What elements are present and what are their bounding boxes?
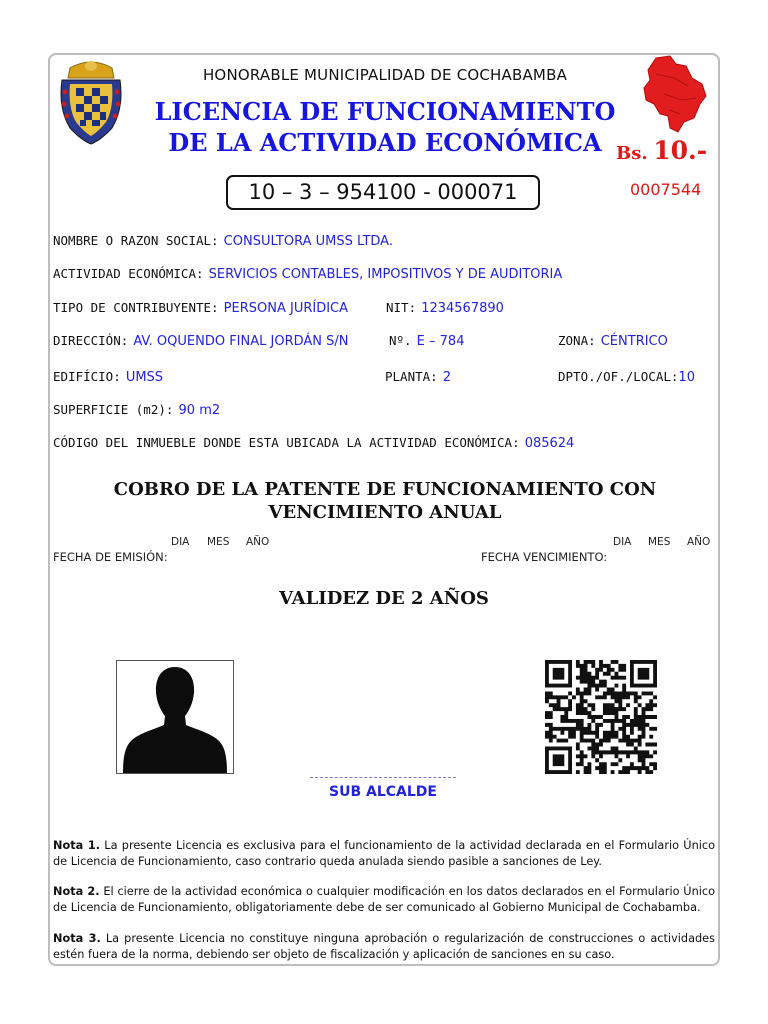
validez-heading: VALIDEZ DE 2 AÑOS — [279, 588, 489, 609]
cobro-title-line-1: COBRO DE LA PATENTE DE FUNCIONAMIENTO CON — [113, 479, 657, 500]
nombre-label: NOMBRE O RAZON SOCIAL: — [53, 233, 219, 248]
field-superficie — [53, 399, 220, 418]
zona-value: CÉNTRICO — [600, 334, 668, 349]
note-3-tag: Nota 3. — [53, 932, 101, 945]
numero-value: E – 784 — [416, 334, 465, 349]
vencimiento-anio: AÑO — [687, 536, 711, 548]
field-zona — [558, 330, 668, 349]
actividad-value: SERVICIOS CONTABLES, IMPOSITIVOS Y DE AUDITORIA — [208, 267, 563, 282]
license-number: 10 – 3 – 954100 - 000071 — [226, 175, 540, 210]
note-3 — [53, 931, 715, 963]
price-value: 10.- — [653, 136, 708, 165]
direccion-value: AV. OQUENDO FINAL JORDÁN S/N — [133, 334, 349, 349]
edificio-label: EDIFÍCIO: — [53, 369, 121, 384]
note-3-text: La presente Licencia no constituye ninguna aprobación o regularización de construcciones o actividades estén fuera de la norma, debiendo ser objeto de fiscalización y aplicación de sanciones en su caso. — [53, 932, 715, 961]
dpto-value: 10 — [678, 370, 695, 385]
nombre-value: CONSULTORA UMSS LTDA. — [223, 234, 393, 249]
tipo-value: PERSONA JURÍDICA — [223, 301, 349, 316]
cobro-title-line-2: VENCIMIENTO ANUAL — [268, 502, 502, 523]
title-line-2: DE LA ACTIVIDAD ECONÓMICA — [168, 128, 602, 157]
vencimiento-dia: DIA — [613, 536, 632, 548]
edificio-value: UMSS — [125, 370, 164, 385]
codigo-value: 085624 — [524, 436, 575, 451]
note-2-text: El cierre de la actividad económica o cualquier modificación en los datos declarados en el Formulario Único de Licencia de Funcionamiento, obligatoriamente debe de ser comunicado al Gobierno Municipal de Cochabamba. — [53, 885, 715, 914]
note-2-tag: Nota 2. — [53, 885, 100, 898]
signature-label: SUB ALCALDE — [329, 784, 437, 800]
price — [616, 136, 707, 165]
nit-label: NIT: — [386, 300, 417, 315]
field-edificio — [53, 366, 163, 385]
field-direccion — [53, 330, 349, 349]
field-dpto — [558, 366, 695, 385]
emision-mes: MES — [207, 536, 230, 548]
vencimiento-label: FECHA VENCIMIENTO: — [481, 550, 608, 564]
coat-of-arms-icon — [56, 58, 126, 146]
note-1 — [53, 838, 715, 870]
signature-line — [310, 777, 456, 778]
serial-number: 0007544 — [630, 180, 702, 199]
nit-value: 1234567890 — [421, 301, 504, 316]
emision-dia: DIA — [171, 536, 190, 548]
note-1-tag: Nota 1. — [53, 839, 101, 852]
document-title — [140, 96, 630, 158]
zona-label: ZONA: — [558, 333, 596, 348]
field-planta — [385, 366, 451, 385]
field-actividad — [53, 263, 562, 282]
field-codigo — [53, 432, 574, 451]
field-numero — [389, 330, 464, 349]
planta-value: 2 — [442, 370, 452, 385]
dpto-label: DPTO./OF./LOCAL: — [558, 369, 679, 384]
actividad-label: ACTIVIDAD ECONÓMICA: — [53, 266, 204, 281]
direccion-label: DIRECCIÓN: — [53, 333, 129, 348]
field-nombre — [53, 230, 393, 249]
vencimiento-mes: MES — [648, 536, 671, 548]
codigo-label: CÓDIGO DEL INMUEBLE DONDE ESTA UBICADA LA ACTIVIDAD ECONÓMICA: — [53, 435, 520, 450]
note-1-text: La presente Licencia es exclusiva para el funcionamiento de la actividad declarada en el Formulario Único de Licencia de Funcionamiento, caso contrario queda anulada siendo pasible a sanciones de Ley. — [53, 839, 715, 868]
superficie-label: SUPERFICIE (m2): — [53, 402, 174, 417]
field-nit — [386, 297, 504, 316]
field-tipo — [53, 297, 348, 316]
institution-name: HONORABLE MUNICIPALIDAD DE COCHABAMBA — [202, 66, 568, 84]
bolivia-map-icon — [640, 54, 710, 134]
note-2 — [53, 884, 715, 916]
emision-label: FECHA DE EMISIÓN: — [53, 550, 168, 564]
numero-label: Nº. — [389, 333, 412, 348]
planta-label: PLANTA: — [385, 369, 438, 384]
person-silhouette-icon — [116, 660, 234, 774]
title-line-1: LICENCIA DE FUNCIONAMIENTO — [154, 97, 616, 126]
cobro-title — [60, 478, 710, 524]
superficie-value: 90 m2 — [178, 403, 221, 418]
price-currency: Bs. — [616, 143, 648, 164]
tipo-label: TIPO DE CONTRIBUYENTE: — [53, 300, 219, 315]
emision-anio: AÑO — [246, 536, 270, 548]
qr-code-icon — [545, 660, 657, 774]
